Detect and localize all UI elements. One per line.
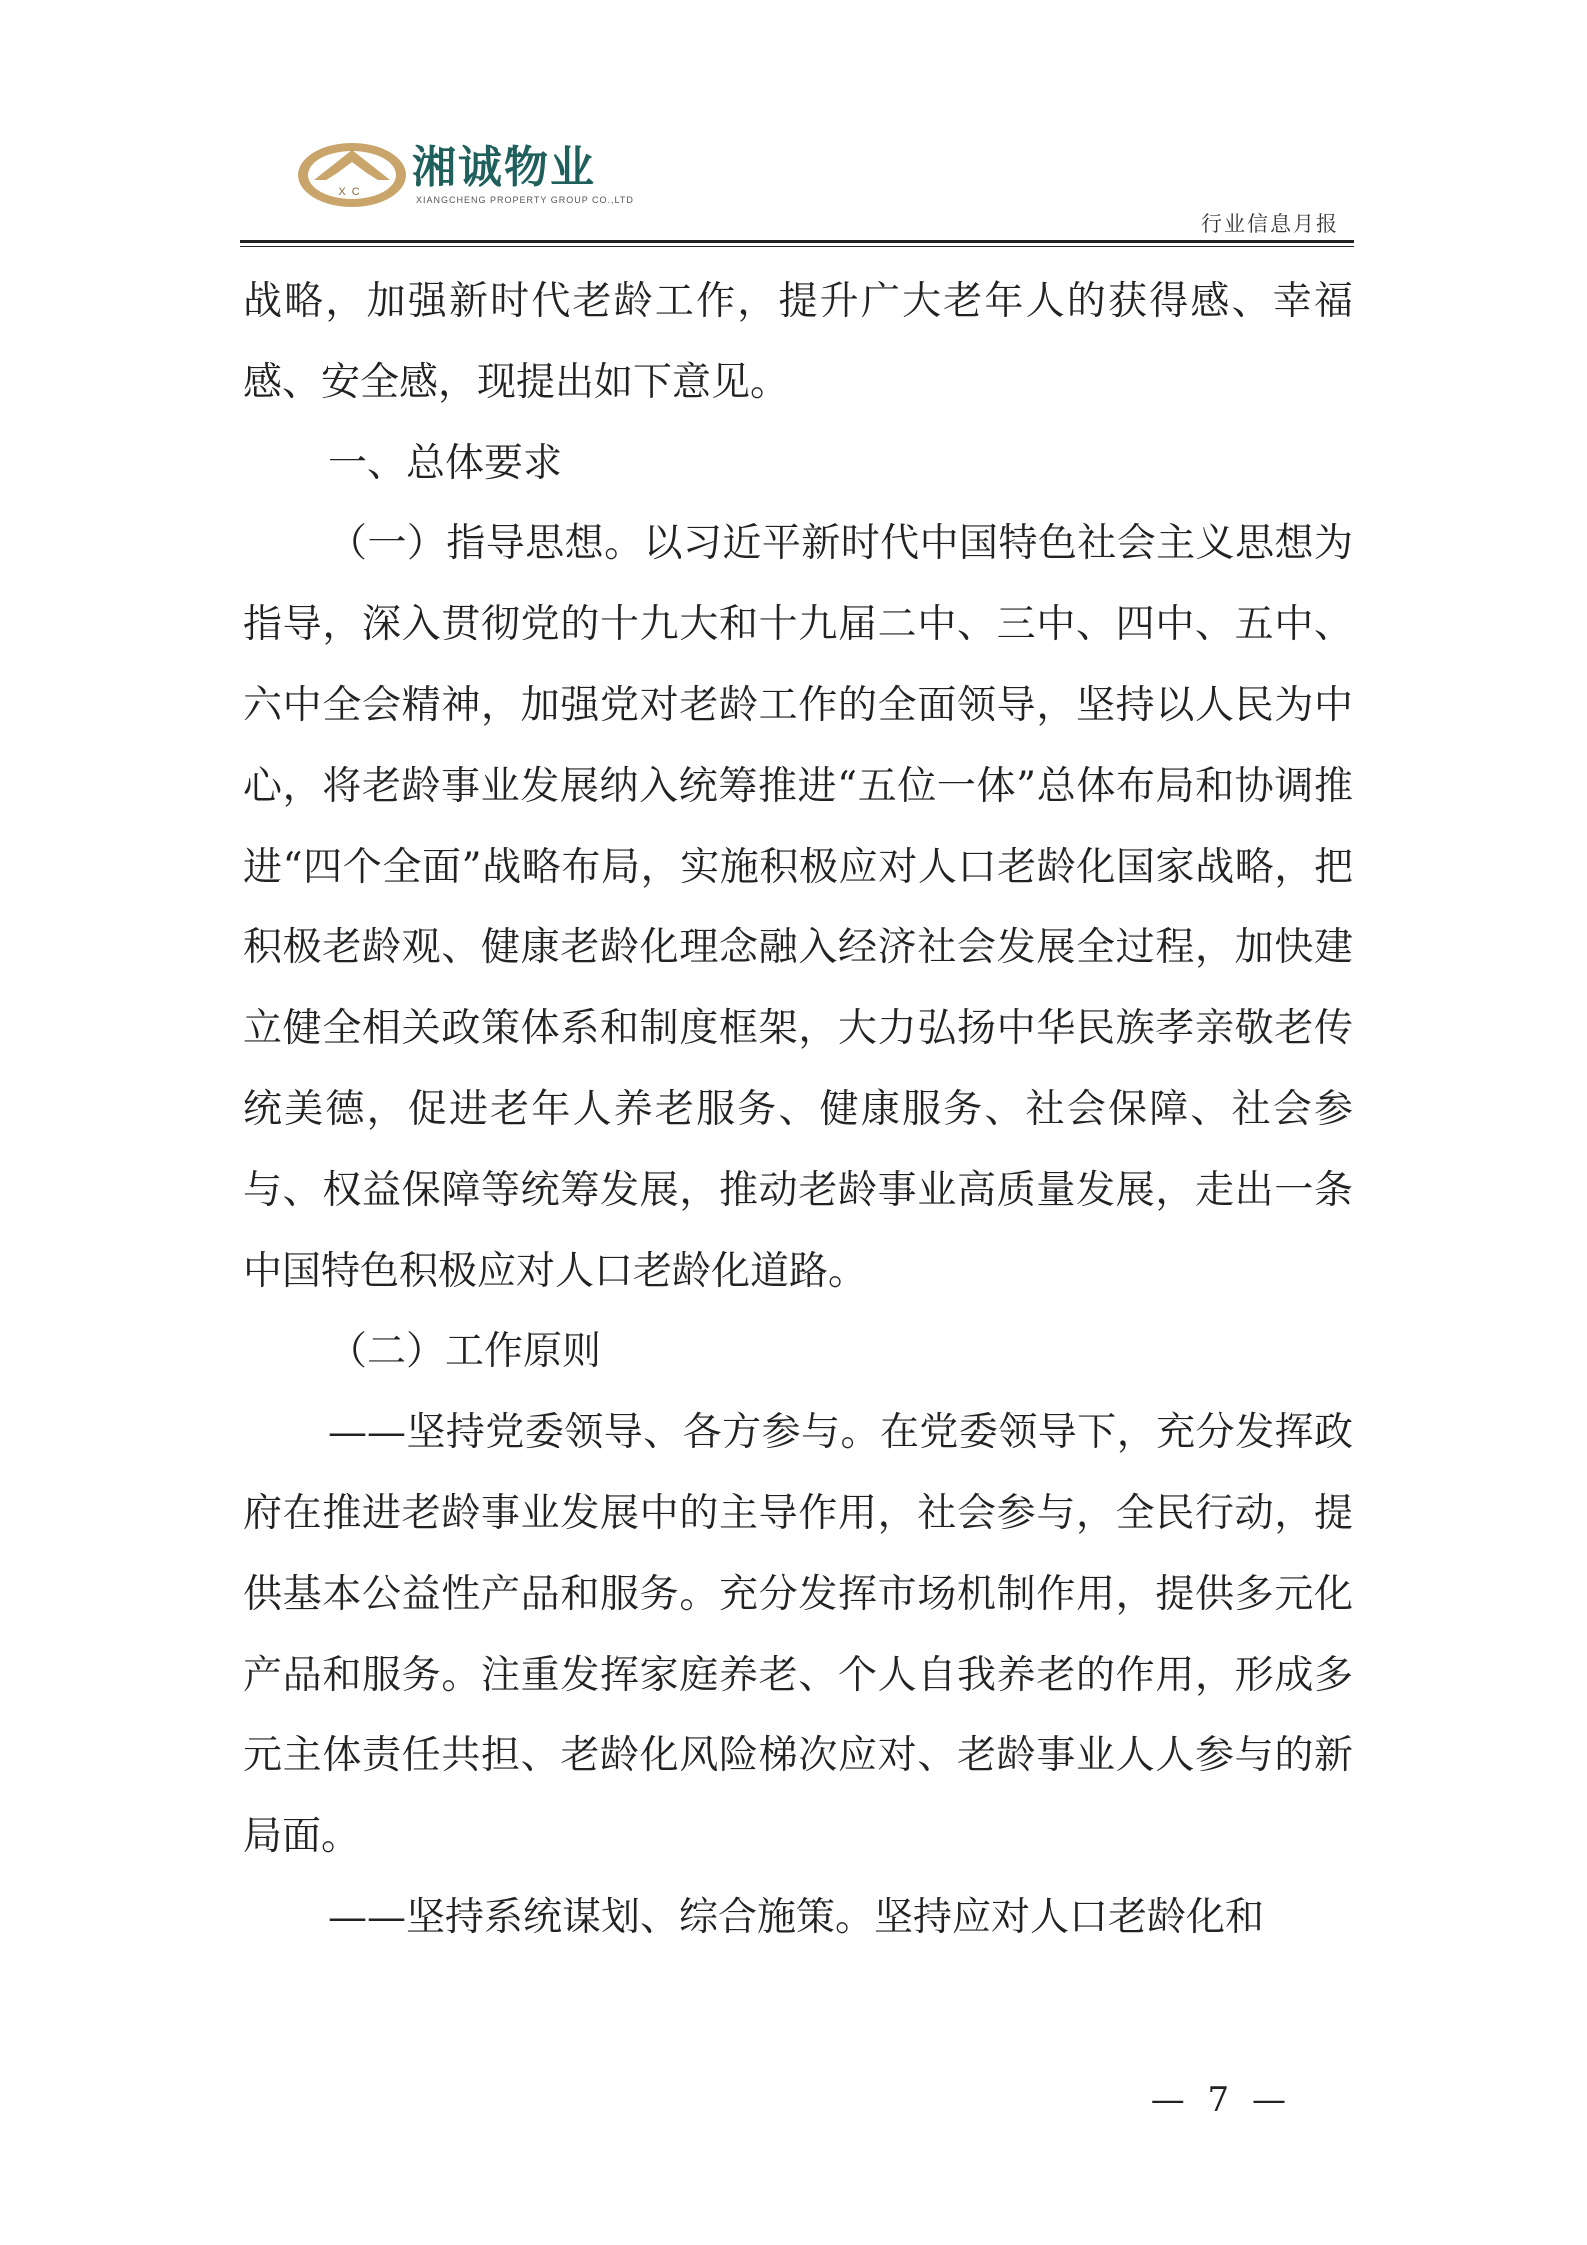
paragraph-principle-party-leadership: ——坚持党委领导、各方参与。在党委领导下，充分发挥政府在推进老龄事业发展中的主导作用，社会参与，全民行动，提供基本公益性产品和服务。充分发挥市场机制作用，提供多元化产品和服务。注重发挥家庭养老、个人自我养老的作用，形成多元主体责任共担、老龄化风险梯次应对、老龄事业人人参与的新局面。 [243, 1410, 1353, 1860]
paragraph-guiding-ideology: （一）指导思想。以习近平新时代中国特色社会主义思想为指导，深入贯彻党的十九大和十九届二中、三中、四中、五中、六中全会精神，加强党对老龄工作的全面领导，坚持以人民为中心，将老龄事业发展纳入统筹推进“五位一体”总体布局和协调推进“四个全面”战略布局，实施积极应对人口老龄化国家战略，把积极老龄观、健康老龄化理念融入经济社会发展全过程，加快建立健全相关政策体系和制度框架，大力弘扬中华民族孝亲敬老传统美德，促进老年人养老服务、健康服务、社会保障、社会参与、权益保障等统筹发展，推动老龄事业高质量发展，走出一条中国特色积极应对人口老龄化道路。 [243, 521, 1353, 1294]
section-heading-general-requirements: 一、总体要求 [328, 440, 563, 486]
document-body [243, 262, 1353, 1959]
page-number: — 7 — [1150, 2080, 1292, 2120]
header-rule-thin [240, 246, 1354, 247]
brand-name-cn: 湘诚物业 [412, 142, 596, 193]
logo-letters: XC [338, 186, 366, 198]
subsection-heading-working-principles: （二）工作原则 [328, 1329, 602, 1375]
page-footer [0, 2080, 1587, 2140]
company-logo [296, 140, 408, 210]
paragraph-principle-systematic-planning: ——坚持系统谋划、综合施策。坚持应对人口老龄化和 [328, 1894, 1265, 1940]
page-header [0, 0, 1587, 260]
brand-block [412, 142, 634, 206]
header-rule-thick [240, 240, 1354, 243]
paragraph-continuation: 战略，加强新时代老龄工作，提升广大老年人的获得感、幸福感、安全感，现提出如下意见。 [243, 279, 1353, 405]
brand-name-en: XIANGCHENG PROPERTY GROUP CO.,LTD [416, 195, 634, 205]
report-title: 行业信息月报 [1201, 212, 1339, 236]
